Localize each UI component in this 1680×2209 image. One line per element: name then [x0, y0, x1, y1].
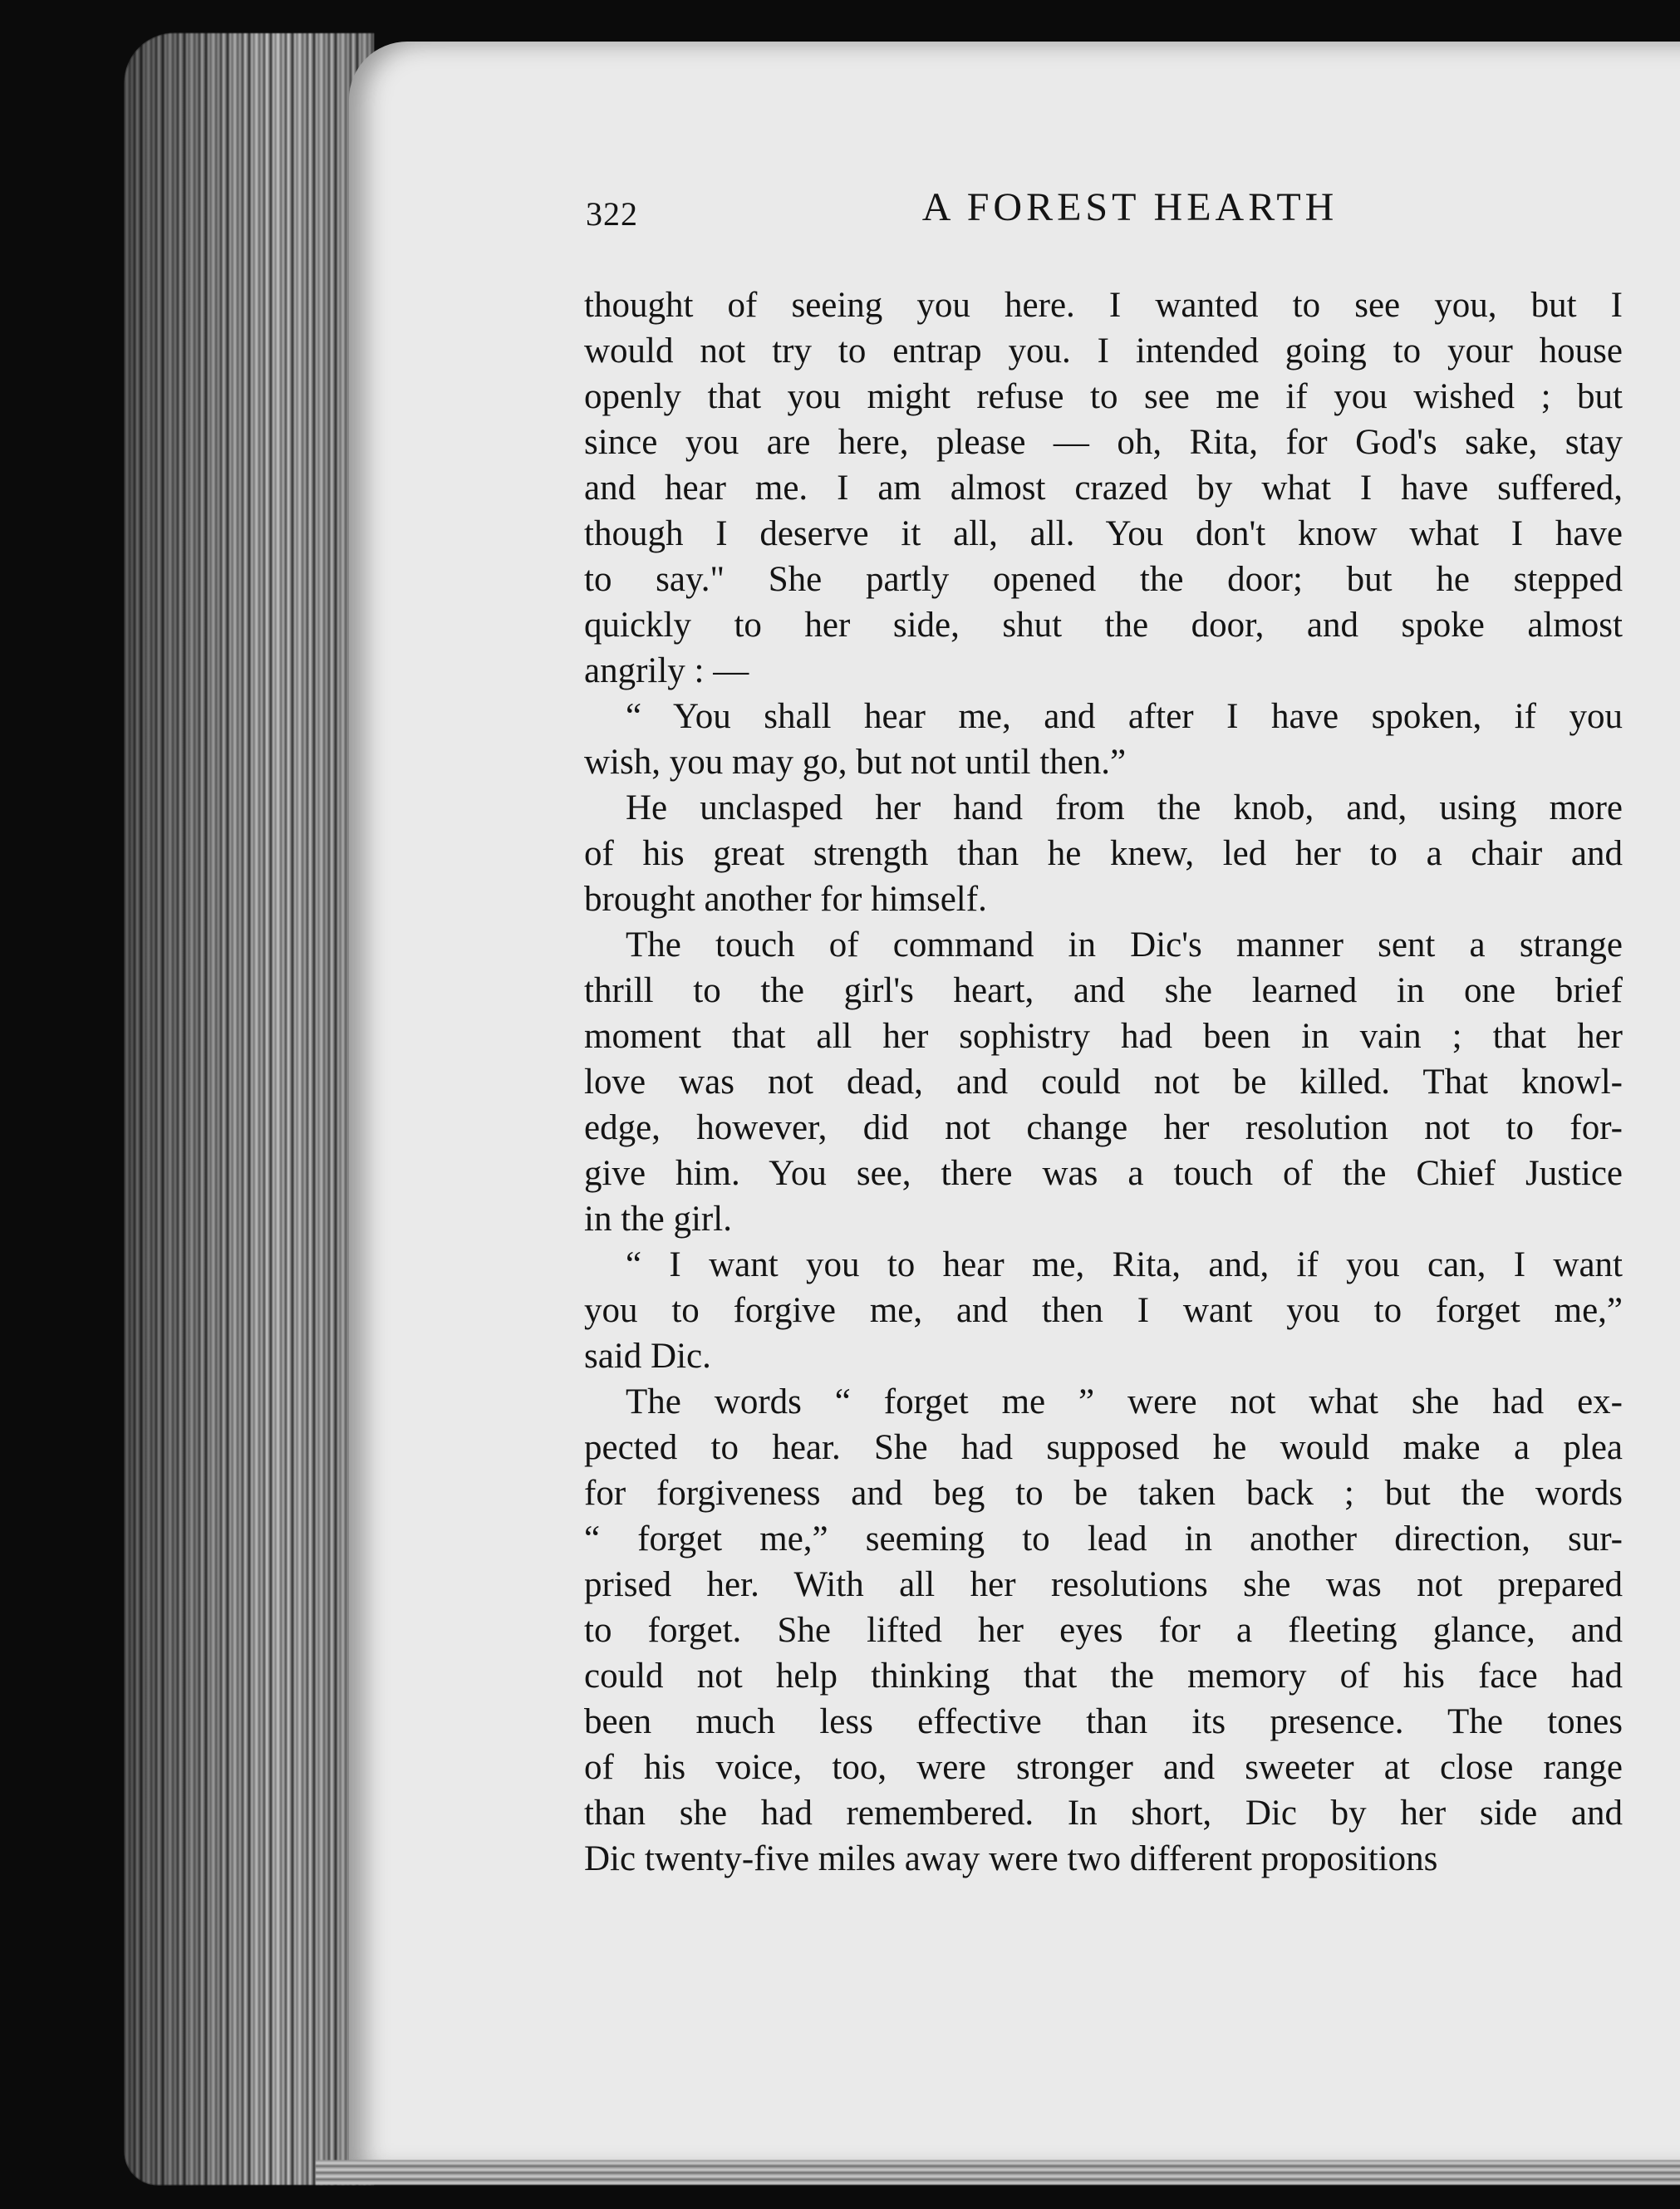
text-line: prised her. With all her resolutions she was not prepared — [584, 1565, 1623, 1604]
text-line: than she had remembered. In short, Dic by her side and — [584, 1794, 1623, 1833]
text-line: you to forgive me, and then I want you to forget me,” — [584, 1291, 1623, 1330]
text-line: to forget. She lifted her eyes for a fleeting glance, and — [584, 1611, 1623, 1650]
text-line: pected to hear. She had supposed he would make a plea — [584, 1428, 1623, 1467]
text-line: brought another for himself. — [584, 880, 987, 919]
text-line: of his voice, too, were stronger and sweeter at close range — [584, 1748, 1623, 1787]
paragraph — [584, 785, 1623, 922]
page-edges-shadow — [125, 33, 374, 2185]
text-line: He unclasped her hand from the knob, and, using more — [626, 788, 1623, 827]
text-line: been much less effective than its presence. The tones — [584, 1702, 1623, 1741]
text-line: moment that all her sophistry had been in vain ; that her — [584, 1017, 1623, 1056]
text-line: The touch of command in Dic's manner sent a strange — [626, 925, 1623, 965]
text-line: “ I want you to hear me, Rita, and, if you can, I want — [626, 1245, 1623, 1284]
text-line: give him. You see, there was a touch of the Chief Justice — [584, 1154, 1623, 1193]
text-line: thrill to the girl's heart, and she learned in one brief — [584, 971, 1623, 1010]
text-line: love was not dead, and could not be killed. That knowl- — [584, 1063, 1623, 1102]
page-number: 322 — [586, 195, 638, 233]
text-line: quickly to her side, shut the door, and spoke almost — [584, 606, 1623, 645]
text-line: Dic twenty-five miles away were two different propositions — [584, 1839, 1438, 1878]
text-line: openly that you might refuse to see me if you wished ; but — [584, 377, 1623, 416]
text-line: of his great strength than he knew, led her to a chair and — [584, 834, 1623, 873]
text-line: thought of seeing you here. I wanted to see you, but I — [584, 286, 1623, 325]
text-line: since you are here, please — oh, Rita, for God's sake, stay — [584, 423, 1623, 462]
text-line: angrily : — — [584, 651, 749, 690]
text-line: could not help thinking that the memory of his face had — [584, 1657, 1623, 1696]
text-line: would not try to entrap you. I intended going to your house — [584, 331, 1623, 371]
text-line: in the girl. — [584, 1200, 732, 1239]
body-text — [584, 282, 1623, 1882]
running-title: A FOREST HEARTH — [921, 185, 1339, 229]
text-line: The words “ forget me ” were not what she had ex- — [626, 1382, 1623, 1421]
page-header — [586, 184, 1624, 243]
text-line: said Dic. — [584, 1337, 711, 1376]
text-line: to say." She partly opened the door; but he stepped — [584, 560, 1623, 599]
text-line: edge, however, did not change her resolution not to for- — [584, 1108, 1623, 1147]
text-line: though I deserve it all, all. You don't know what I have — [584, 514, 1623, 553]
text-line: and hear me. I am almost crazed by what I have suffered, — [584, 469, 1623, 508]
paragraph — [584, 282, 1623, 694]
text-line: wish, you may go, but not until then.” — [584, 743, 1127, 782]
text-line: “ You shall hear me, and after I have spoken, if you — [626, 697, 1623, 736]
text-line: for forgiveness and beg to be taken back ; but the words — [584, 1474, 1623, 1513]
page-bottom-edges — [316, 2160, 1680, 2185]
paragraph — [584, 694, 1623, 785]
paragraph — [584, 1379, 1623, 1882]
paragraph — [584, 1242, 1623, 1379]
paragraph — [584, 922, 1623, 1242]
text-line: “ forget me,” seeming to lead in another direction, sur- — [584, 1519, 1623, 1559]
